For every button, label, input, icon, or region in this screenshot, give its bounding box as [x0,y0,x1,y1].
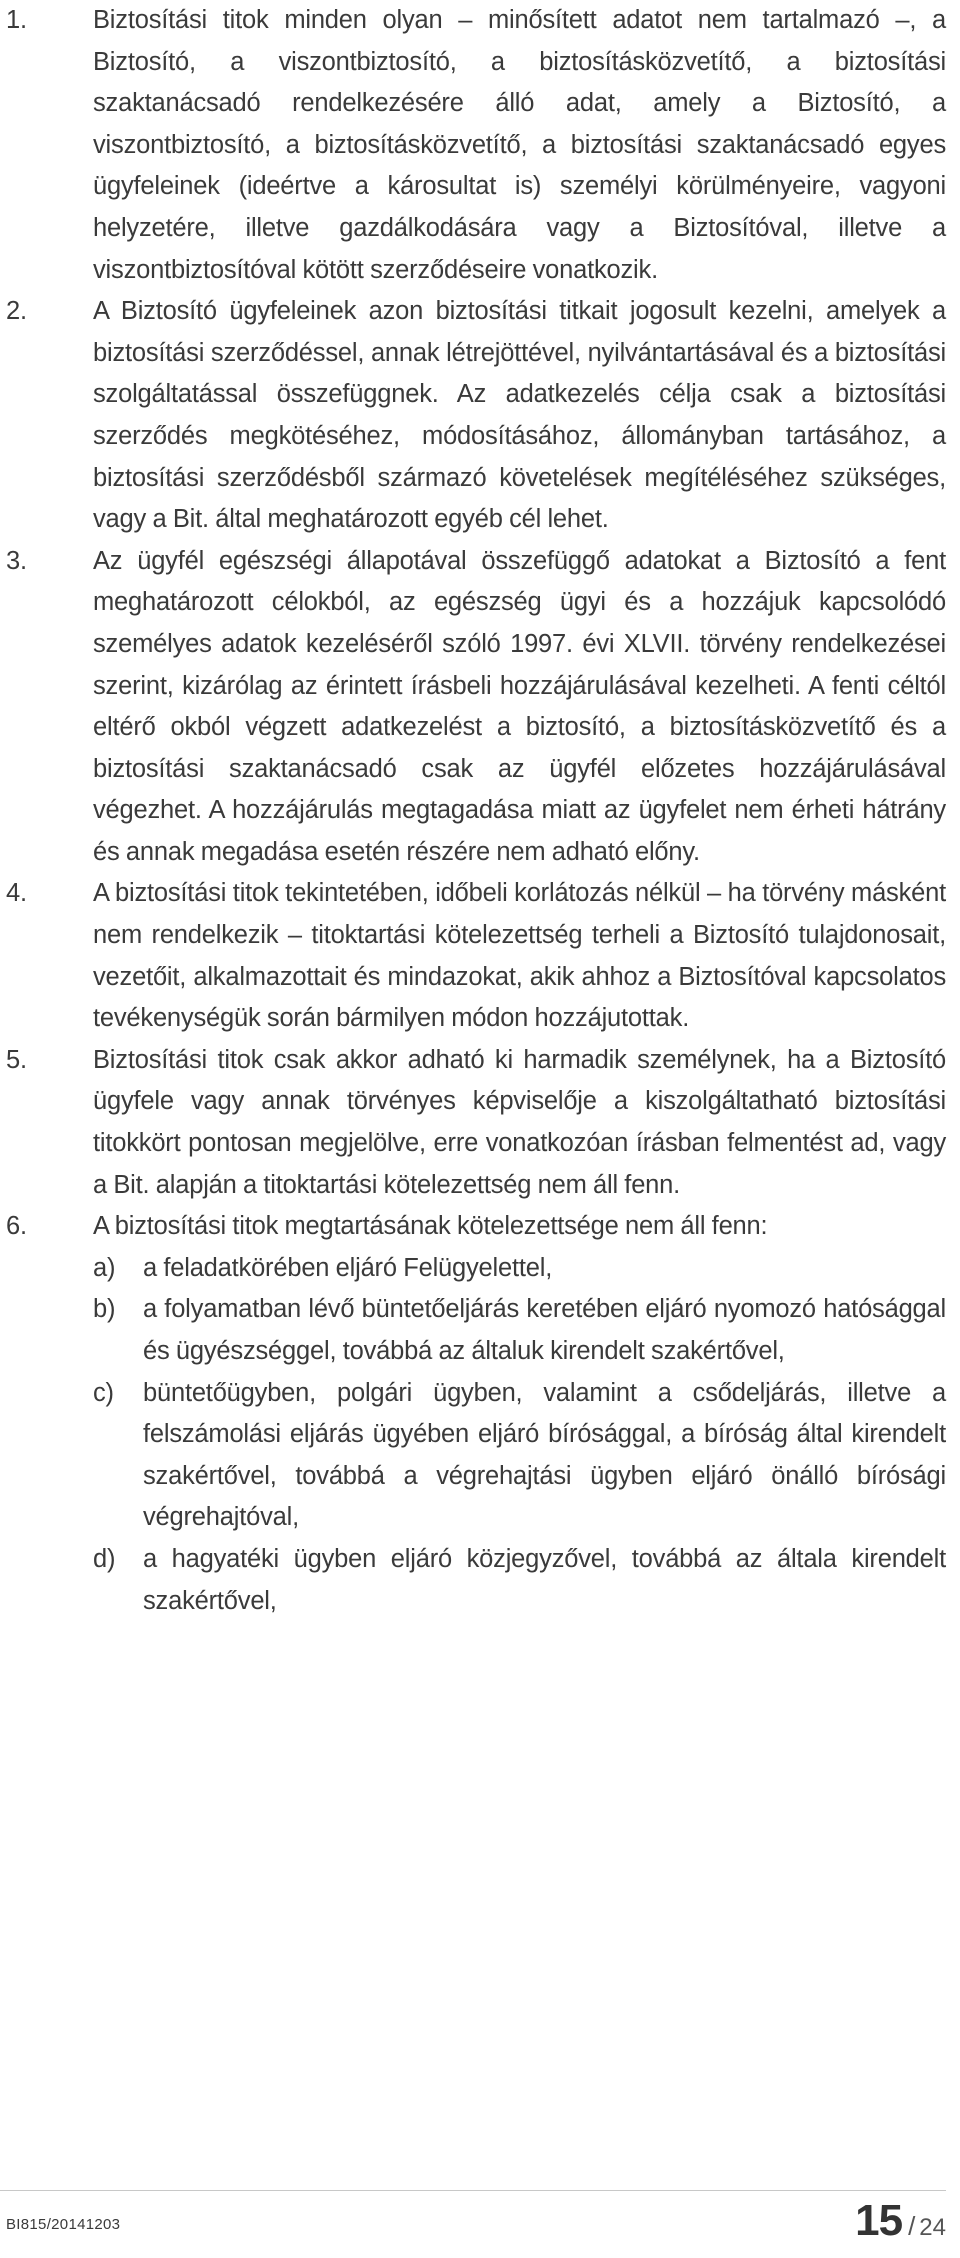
list-item-2 [6,291,946,541]
sub-item-text: a folyamatban lévő büntetőeljárás keretében eljáró nyomozó hatósággal és ügyészséggel, továbbá az általuk kirendelt szakértővel, [143,1295,946,1365]
list-item-5 [6,1040,946,1206]
sub-list-item-d [93,1539,946,1622]
item-number: 2. [6,297,27,326]
item-text: Biztosítási titok csak akkor adható ki harmadik személynek, ha a Biztosító ügyfele vagy annak törvényes képviselője a kiszolgáltatható biztosítási titokkört pontosan megjelölve, erre vonatkozóan írásban felmentést ad, vagy a Bit. alapján a titoktartási kötelezettség nem áll fenn. [93,1045,946,1199]
footer-divider [0,2190,946,2191]
page-number [855,2196,946,2246]
sub-item-letter: b) [93,1295,116,1324]
item-number: 4. [6,879,27,908]
page-footer [0,2190,946,2250]
list-item-6 [6,1206,946,1622]
item-number: 5. [6,1045,27,1074]
item-number: 1. [6,6,27,34]
sub-item-text: a hagyatéki ügyben eljáró közjegyzővel, továbbá az általa kirendelt szakértővel, [143,1544,946,1615]
document-body [6,0,946,1622]
list-item-4 [6,873,946,1039]
sub-list-item-c [93,1373,946,1539]
sub-item-text: büntetőügyben, polgári ügyben, valamint a csődeljárás, illetve a felszámolási eljárás ügyében eljáró bírósággal, a bíróság által kirendelt szakértővel, továbbá a végrehajtási ügyben eljáró önálló bírósági végrehajtóval, [143,1378,946,1532]
item-number: 3. [6,546,27,575]
current-page: 15 [855,2196,903,2245]
sub-list-item-b [93,1289,946,1372]
total-pages: 24 [919,2214,946,2241]
page-separator: / [908,2211,916,2241]
item-text: A biztosítási titok tekintetében, időbeli korlátozás nélkül – ha törvény másként nem rendelkezik – titoktartási kötelezettség terheli a Biztosító tulajdonosait, vezetőit, alkalmazottait és mindazokat, akik ahhoz a Biztosítóval kapcsolatos tevékenységük során bármilyen módon hozzájutottak. [93,879,946,1033]
item-text: A biztosítási titok megtartásának kötelezettsége nem áll fenn: [93,1212,768,1241]
sub-list-item-a [93,1248,946,1290]
item-number: 6. [6,1212,27,1241]
sub-list [93,1248,946,1622]
item-text: A Biztosító ügyfeleinek azon biztosítási titkait jogosult kezelni, amelyek a biztosítási szerződéssel, annak létrejöttével, nyilvántartásával és a biztosítási szolgáltatással összefüggnek. Az adatkezelés célja csak a biztosítási szerződés megkötéséhez, módosításához, állományban tartásához, a biztosítási szerződésből származó követelések megítéléséhez szükséges, vagy a Bit. által meghatározott egyéb cél lehet. [93,297,946,534]
sub-item-letter: c) [93,1378,114,1407]
list-item-1 [6,0,946,291]
list-item-3 [6,541,946,874]
document-code: BI815/20141203 [6,2216,121,2233]
sub-item-letter: d) [93,1544,116,1573]
item-text: Biztosítási titok minden olyan – minősített adatot nem tartalmazó –, a Biztosító, a viszontbiztosító, a biztosításközvetítő, a biztosítási szaktanácsadó rendelkezésére álló adat, amely a Biztosító, a viszontbiztosító, a biztosításközvetítő, a biztosítási szaktanácsadó egyes ügyfeleinek (ideértve a károsultat is) személyi körülményeire, vagyoni helyzetére, illetve gazdálkodására vagy a Biztosítóval, illetve a viszontbiztosítóval kötött szerződéseire vonatkozik. [93,6,946,284]
item-text: Az ügyfél egészségi állapotával összefüggő adatokat a Biztosító a fent meghatározott célokból, az egészség ügyi és a hozzájuk kapcsolódó személyes adatok kezeléséről szóló 1997. évi XLVII. törvény rendelkezései szerint, kizárólag az érintett írásbeli hozzájárulásával kezelheti. A fenti céltól eltérő okból végzett adatkezelést a biztosító, a biztosításközvetítő és a biztosítási szaktanácsadó csak az ügyfél előzetes hozzájárulásával végezhet. A hozzájárulás megtagadása miatt az ügyfelet nem érheti hátrány és annak megadása esetén részére nem adható előny. [93,546,946,866]
sub-item-text: a feladatkörében eljáró Felügyelettel, [143,1253,553,1282]
sub-item-letter: a) [93,1253,116,1282]
